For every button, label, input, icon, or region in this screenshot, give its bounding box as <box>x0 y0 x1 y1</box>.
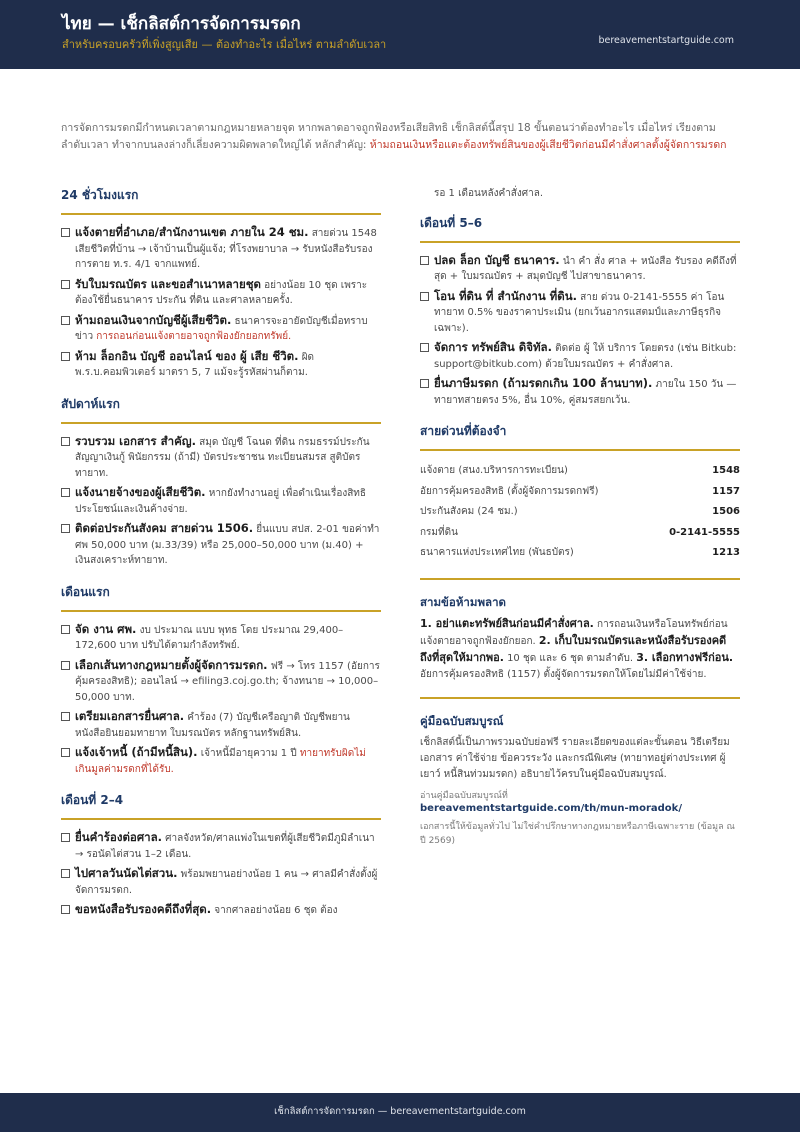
disclaimer: เอกสารนี้ให้ข้อมูลทั่วไป ไม่ใช่คำปรึกษาทางกฎหมายหรือภาษีเฉพาะราย (ข้อมูล ณ ปี 2569) <box>420 821 735 846</box>
item-text: พร้อมพยานอย่างน้อย 1 คน → ศาลมีคำสั่งตั้งผู้จัดการมรดก. <box>75 869 378 896</box>
intro-text: การจัดการมรดกมีกำหนดเวลาตามกฎหมายหลายจุด หากพลาดอาจถูกฟ้องหรือเสียสิทธิ เช็กลิสต์นี้สรุป 18 ขั้นตอนว่าต้องทำอะไร เมื่อไหร่ เรียงตามลำดับเวลา ทำจากบนลงล่างก็เลี่ยงความผิดพลาดใหญ่ได้ หลักสำคัญ: <box>61 122 716 151</box>
item-warning: ทายาทรับผิดไม่เกินมูลค่ามรดกที่ได้รับ. <box>75 748 366 775</box>
hotline-name: อัยการคุ้มครองสิทธิ (ตั้งผู้จัดการมรดกฟรี) <box>420 485 599 497</box>
checkbox[interactable] <box>61 488 70 497</box>
item-lead: ติดต่อประกันสังคม สายด่วน 1506. <box>75 521 254 535</box>
checkbox[interactable] <box>61 712 70 721</box>
hotlines-section <box>420 422 740 564</box>
checklist-item <box>61 830 381 862</box>
checkbox[interactable] <box>420 256 429 265</box>
item-lead: ไปศาลวันนัดไต่สวน. <box>75 866 178 880</box>
header-site-link[interactable]: bereavementstartguide.com <box>598 35 734 46</box>
hotline-number: 1548 <box>712 465 740 476</box>
checkbox[interactable] <box>61 833 70 842</box>
checkbox[interactable] <box>420 343 429 352</box>
page-title: ไทย — เช็กลิสต์การจัดการมรดก <box>62 14 301 34</box>
checkbox[interactable] <box>61 228 70 237</box>
hotline-name: กรมที่ดิน <box>420 526 458 538</box>
item-text: ภายใน 150 วัน — ทายาทสายตรง 5%, อื่น 10%, คู่สมรสยกเว้น. <box>434 379 737 406</box>
hotlines-title: สายด่วนที่ต้องจำ <box>420 422 740 451</box>
checkbox[interactable] <box>61 316 70 325</box>
checkbox[interactable] <box>61 869 70 878</box>
item-lead: แจ้งเจ้าหนี้ (ถ้ามีหนี้สิน). <box>75 745 198 759</box>
right-column <box>420 186 740 862</box>
section-month1 <box>61 583 381 778</box>
divider <box>420 697 740 699</box>
item-lead: ห้าม ล็อกอิน บัญชี ออนไลน์ ของ ผู้ เสีย ชีวิต. <box>75 348 299 363</box>
item-text: จากศาลอย่างน้อย 6 ชุด ต้อง <box>211 905 338 916</box>
section-title: สัปดาห์แรก <box>61 395 381 424</box>
page-footer <box>0 1093 800 1132</box>
checklist-item <box>61 485 381 517</box>
divider <box>420 578 740 580</box>
section-week1 <box>61 395 381 569</box>
checklist-item <box>420 376 740 408</box>
page-header <box>0 0 800 69</box>
mistake-3-text: อัยการคุ้มครองสิทธิ (1157) ตั้งผู้จัดการมรดกให้โดยไม่มีค่าใช้จ่าย. <box>420 668 707 680</box>
hotline-number: 0-2141-5555 <box>669 526 740 538</box>
checklist-item <box>61 622 381 654</box>
item-text: คำร้อง (7) บัญชีเครือญาติ บัญชีพยาน หนังสือยินยอมทายาท ใบมรณบัตร หลักฐานทรัพย์สิน. <box>75 712 350 739</box>
hotline-row <box>420 482 740 503</box>
item-text: หากยังทำงานอยู่ เพื่อดำเนินเรื่องสิทธิประโยชน์และเงินค้างจ่าย. <box>75 488 367 515</box>
checkbox[interactable] <box>61 524 70 533</box>
hotline-name: ประกันสังคม (24 ชม.) <box>420 506 518 517</box>
checklist-item <box>61 225 381 273</box>
mistake-2-text: 10 ชุด และ 6 ชุด ตามลำดับ. <box>503 652 637 664</box>
item-lead: แจ้งตายที่อำเภอ/สำนักงานเขต ภายใน 24 ชม. <box>75 225 309 239</box>
hotline-number: 1157 <box>712 485 740 497</box>
item-lead: ขอหนังสือรับรองคดีถึงที่สุด. <box>75 902 212 916</box>
checkbox[interactable] <box>61 748 70 757</box>
mistakes-title: สามข้อห้ามพลาด <box>420 594 506 609</box>
item-lead: จัด งาน ศพ. <box>75 621 137 636</box>
item-lead: เลือกเส้นทางกฎหมายตั้งผู้จัดการมรดก. <box>75 657 268 672</box>
checklist-item <box>61 434 381 482</box>
mistake-2-lead: 2. เก็บใบมรณบัตรและหนังสือรับรองคดีถึงที่สุดให้มากพอ. <box>420 633 727 664</box>
checklist-item <box>61 745 381 777</box>
hotline-row <box>420 461 740 482</box>
item-text: เจ้าหนี้มีอายุความ 1 ปี <box>197 748 300 759</box>
mistakes-text <box>420 616 740 683</box>
item-text: สาย ด่วน 0-2141-5555 ค่า โอนทายาท 0.5% ของราคาประเมิน (ยกเว้นอากรแสตมป์และภาษีธุรกิจเฉพาะ). <box>434 291 725 334</box>
section-title: เดือนแรก <box>61 583 381 612</box>
section-title: เดือนที่ 5–6 <box>420 214 740 243</box>
checklist-item <box>61 709 381 741</box>
item-lead: จัดการ ทรัพย์สิน ดิจิทัล. <box>434 340 552 354</box>
checklist-item <box>61 866 381 898</box>
section-title: 24 ชั่วโมงแรก <box>61 186 381 215</box>
item-text: สมุด บัญชี โฉนด ที่ดิน กรมธรรม์ประกัน สัญญาเงินกู้ พินัยกรรม (ถ้ามี) บัตรประชาชน ทะเบียนสมรส สูติบัตรทายาท. <box>75 436 370 479</box>
checkbox[interactable] <box>420 292 429 301</box>
checklist-item <box>420 253 740 285</box>
checklist-item <box>61 902 381 919</box>
guide-title: คู่มือฉบับสมบูรณ์ <box>420 713 504 728</box>
hotline-row <box>420 523 740 544</box>
hotline-number: 1213 <box>712 547 740 558</box>
mistakes-section <box>420 594 740 683</box>
item-text: ติดต่อ ผู้ ให้ บริการ โดยตรง (เช่น Bitkub: support@bitkub.com) ด้วยใบมรณบัตร + คำสั่งศาล. <box>434 343 737 370</box>
item-lead: โอน ที่ดิน ที่ สำนักงาน ที่ดิน. <box>434 288 577 303</box>
guide-text: เช็กลิสต์นี้เป็นภาพรวมฉบับย่อฟรี รายละเอียดของแต่ละขั้นตอน วิธีเตรียมเอกสาร ค่าใช้จ่าย ข้อควรระวัง และกรณีพิเศษ (ทายาทอยู่ต่างประเทศ ผู้เยาว์ หนี้สินท่วมมรดก) อธิบายไว้ครบในคู่มือฉบับสมบูรณ์. <box>420 736 730 780</box>
intro-paragraph <box>61 120 741 153</box>
checkbox[interactable] <box>61 905 70 914</box>
guide-link[interactable]: bereavementstartguide.com/th/mun-moradok/ <box>420 802 682 814</box>
item-lead: ยื่นภาษีมรดก (ถ้ามรดกเกิน 100 ล้านบาท). <box>434 376 653 390</box>
item-text: สายด่วน 1548 เสียชีวิตที่บ้าน → เจ้าบ้านเป็นผู้แจ้ง; ที่โรงพยาบาล → รับหนังสือรับรองการตาย ท.ร. 4/1 จากแพทย์. <box>75 228 377 270</box>
item-lead: รวบรวม เอกสาร สำคัญ. <box>75 433 196 448</box>
mistake-1-lead: 1. อย่าแตะทรัพย์สินก่อนมีคำสั่งศาล. <box>420 616 594 630</box>
item-warning: การถอนก่อนแจ้งตายอาจถูกฟ้องยักยอกทรัพย์. <box>96 331 292 342</box>
item-text: ธนาคารจะอายัดบัญชีเมื่อทราบข่าว <box>75 315 368 342</box>
checkbox[interactable] <box>420 379 429 388</box>
item-lead: แจ้งนายจ้างของผู้เสียชีวิต. <box>75 485 206 499</box>
hotline-name: แจ้งตาย (สนง.บริหารการทะเบียน) <box>420 465 568 476</box>
item-text: ผิด พ.ร.บ.คอมพิวเตอร์ มาตรา 5, 7 แม้จะรู้รหัสผ่านก็ตาม. <box>75 351 315 378</box>
item-text: อย่างน้อย 10 ชุด เพราะต้องใช้ยื่นธนาคาร ประกัน ที่ดิน และศาลหลายครั้ง. <box>75 279 368 306</box>
mistake-3-lead: 3. เลือกทางฟรีก่อน. <box>636 650 734 664</box>
footer-text: เช็กลิสต์การจัดการมรดก — bereavementstartguide.com <box>274 1106 526 1117</box>
checkbox[interactable] <box>61 280 70 289</box>
guide-section <box>420 713 740 848</box>
hotline-name: ธนาคารแห่งประเทศไทย (พันธบัตร) <box>420 547 574 558</box>
hotline-row <box>420 543 740 564</box>
item-lead: เตรียมเอกสารยื่นศาล. <box>75 709 185 723</box>
guide-read-label: อ่านคู่มือฉบับสมบูรณ์ที่ <box>420 790 508 801</box>
item-continuation: รอ 1 เดือนหลังคำสั่งศาล. <box>434 188 544 199</box>
item-text: นำ คำ สั่ง ศาล + หนังสือ รับรอง คดีถึงที่สุด + ใบมรณบัตร + สมุดบัญชี ไปสาขาธนาคาร. <box>434 255 737 282</box>
hotline-number: 1506 <box>712 506 740 517</box>
item-text: งบ ประมาณ แบบ พุทธ โดย ประมาณ 29,400–172,600 บาท ปรับได้ตามกำลังทรัพย์. <box>75 624 344 651</box>
checklist-item <box>61 313 381 345</box>
item-lead: ห้ามถอนเงินจากบัญชีผู้เสียชีวิต. <box>75 312 232 327</box>
checklist-item <box>61 349 381 381</box>
mistake-1-text: การถอนเงินหรือโอนทรัพย์ก่อนแจ้งตายอาจถูกฟ้องยักยอก. <box>420 618 728 647</box>
item-text: ฟรี → โทร 1157 (อัยการคุ้มครองสิทธิ); ออนไลน์ → efiling3.coj.go.th; จ้างทนาย → 10,000–50,000 บาท. <box>75 660 380 703</box>
item-lead: ปลด ล็อก บัญชี ธนาคาร. <box>434 252 560 267</box>
section-month2-4 <box>61 791 381 919</box>
section-title: เดือนที่ 2–4 <box>61 791 381 820</box>
hotline-row <box>420 502 740 523</box>
checklist-item <box>420 340 740 372</box>
checkbox[interactable] <box>61 625 70 634</box>
item-text: ยื่นแบบ สปส. 2-01 ขอค่าทำศพ 50,000 บาท (ม.33/39) หรือ 25,000–50,000 บาท (ม.40) + เงินสงเคราะห์ทายาท. <box>75 524 380 566</box>
checklist-item <box>61 277 381 309</box>
section-24h <box>61 186 381 381</box>
item-lead: รับใบมรณบัตร และขอสำเนาหลายชุด <box>75 276 261 291</box>
checklist-item <box>61 658 381 706</box>
section-month5-6 <box>420 214 740 409</box>
item-lead: ยื่นคำร้องต่อศาล. <box>75 830 162 844</box>
checkbox[interactable] <box>61 437 70 446</box>
checklist-item <box>420 289 740 337</box>
item-text: ศาลจังหวัด/ศาลแพ่งในเขตที่ผู้เสียชีวิตมีภูมิลำเนา → รอนัดไต่สวน 1–2 เดือน. <box>75 833 375 860</box>
checklist-item <box>61 521 381 569</box>
checkbox[interactable] <box>61 661 70 670</box>
checkbox[interactable] <box>61 352 70 361</box>
intro-warning: ห้ามถอนเงินหรือแตะต้องทรัพย์สินของผู้เสียชีวิตก่อนมีคำสั่งศาลตั้งผู้จัดการมรดก <box>369 138 727 151</box>
left-column <box>61 186 381 933</box>
page-subtitle: สำหรับครอบครัวที่เพิ่งสูญเสีย — ต้องทำอะไร เมื่อไหร่ ตามลำดับเวลา <box>62 38 387 51</box>
